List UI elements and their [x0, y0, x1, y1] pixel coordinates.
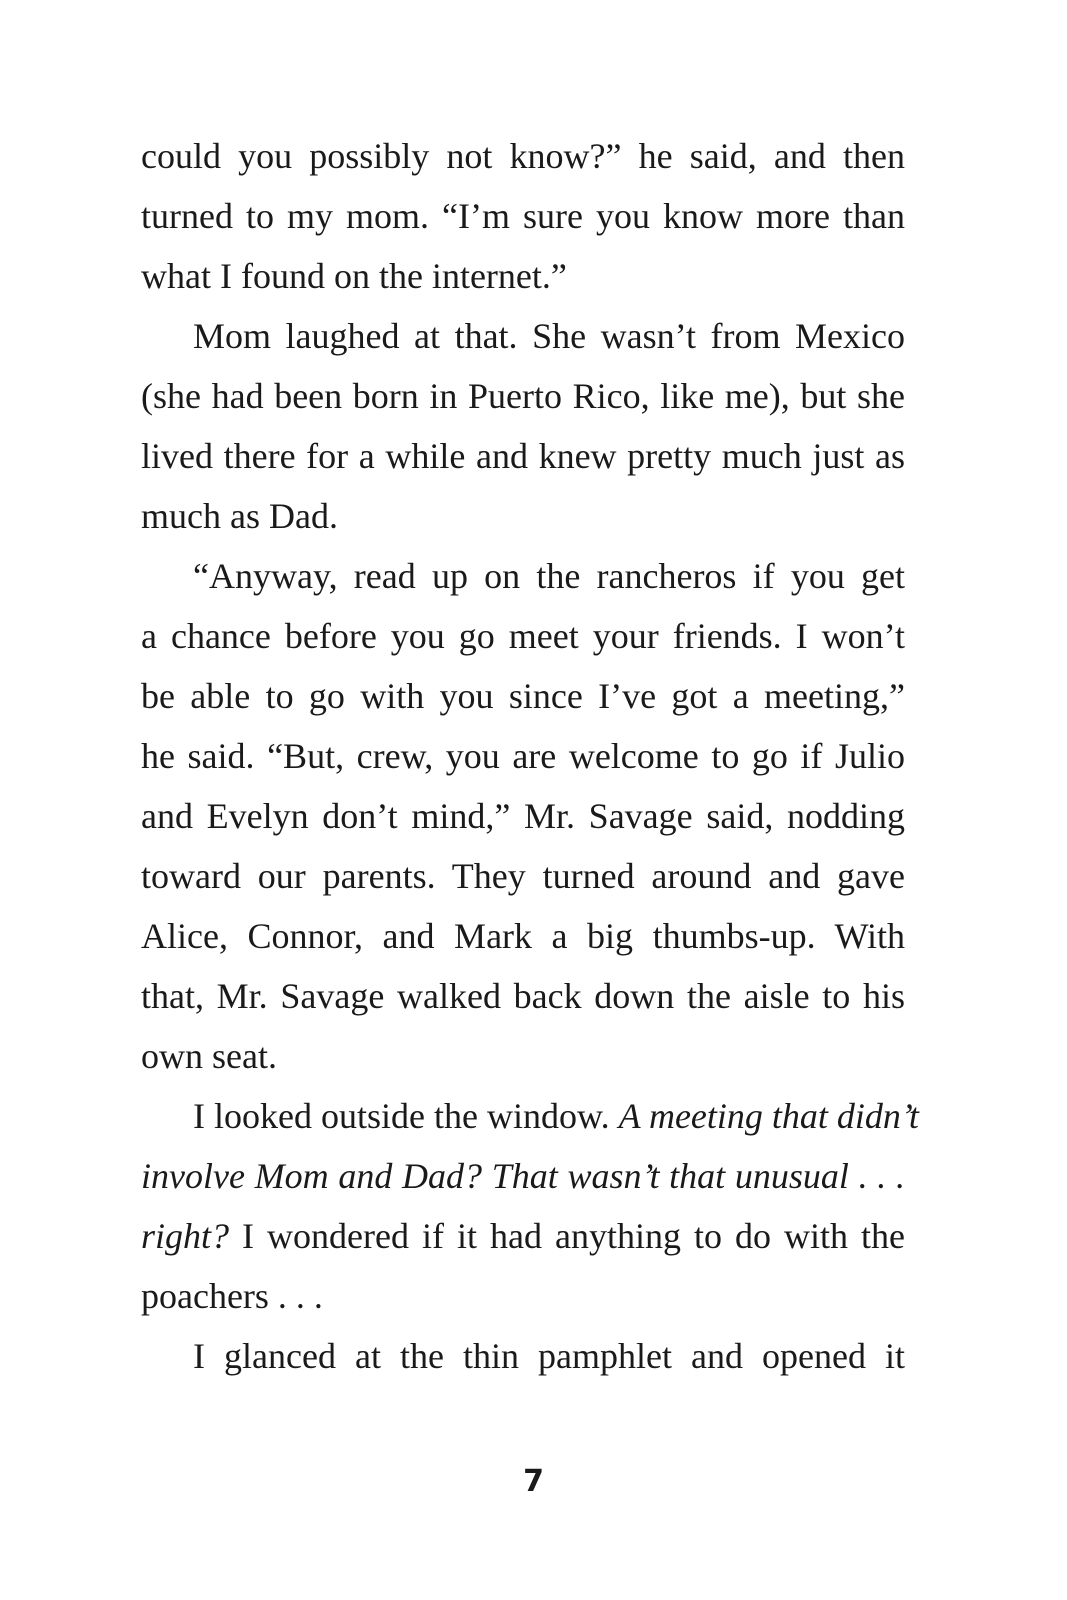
text-line: Mom laughed at that. She wasn’t from Mexico	[193, 316, 905, 356]
text-line: I glanced at the thin pamphlet and opened it	[193, 1336, 905, 1376]
text-line: much as Dad.	[141, 496, 338, 536]
text-line: toward our parents. They turned around and gave	[141, 856, 905, 896]
roman-text: poachers . . .	[141, 1276, 323, 1316]
text-line: a chance before you go meet your friends. I won’t	[141, 616, 905, 656]
text-line: be able to go with you since I’ve got a meeting,”	[141, 676, 905, 716]
text-line	[141, 1266, 905, 1326]
text-line	[141, 1206, 905, 1266]
text-line: “Anyway, read up on the rancheros if you get	[193, 556, 905, 596]
text-line: Alice, Connor, and Mark a big thumbs-up. With	[141, 916, 905, 956]
roman-text: I looked outside the window.	[193, 1096, 619, 1136]
body-text	[141, 126, 919, 1386]
page-number: 7	[523, 1464, 544, 1499]
text-line: and Evelyn don’t mind,” Mr. Savage said, nodding	[141, 796, 905, 836]
text-line: he said. “But, crew, you are welcome to go if Julio	[141, 736, 905, 776]
text-line: lived there for a while and knew pretty much just as	[141, 436, 905, 476]
italic-text: involve Mom and Dad? That wasn’t that unusual . . .	[141, 1156, 905, 1196]
roman-text: I wondered if it had anything to do with the	[229, 1216, 905, 1256]
text-line: that, Mr. Savage walked back down the aisle to his	[141, 976, 905, 1016]
italic-text: A meeting that didn’t	[618, 1096, 919, 1136]
text-line: own seat.	[141, 1036, 277, 1076]
text-line: turned to my mom. “I’m sure you know more than	[141, 196, 905, 236]
italic-text: right?	[141, 1216, 230, 1256]
text-line: what I found on the internet.”	[141, 256, 567, 296]
text-line	[141, 1146, 905, 1206]
text-line	[141, 1086, 919, 1146]
text-line: (she had been born in Puerto Rico, like me), but she	[141, 376, 905, 416]
text-line: could you possibly not know?” he said, and then	[141, 136, 905, 176]
